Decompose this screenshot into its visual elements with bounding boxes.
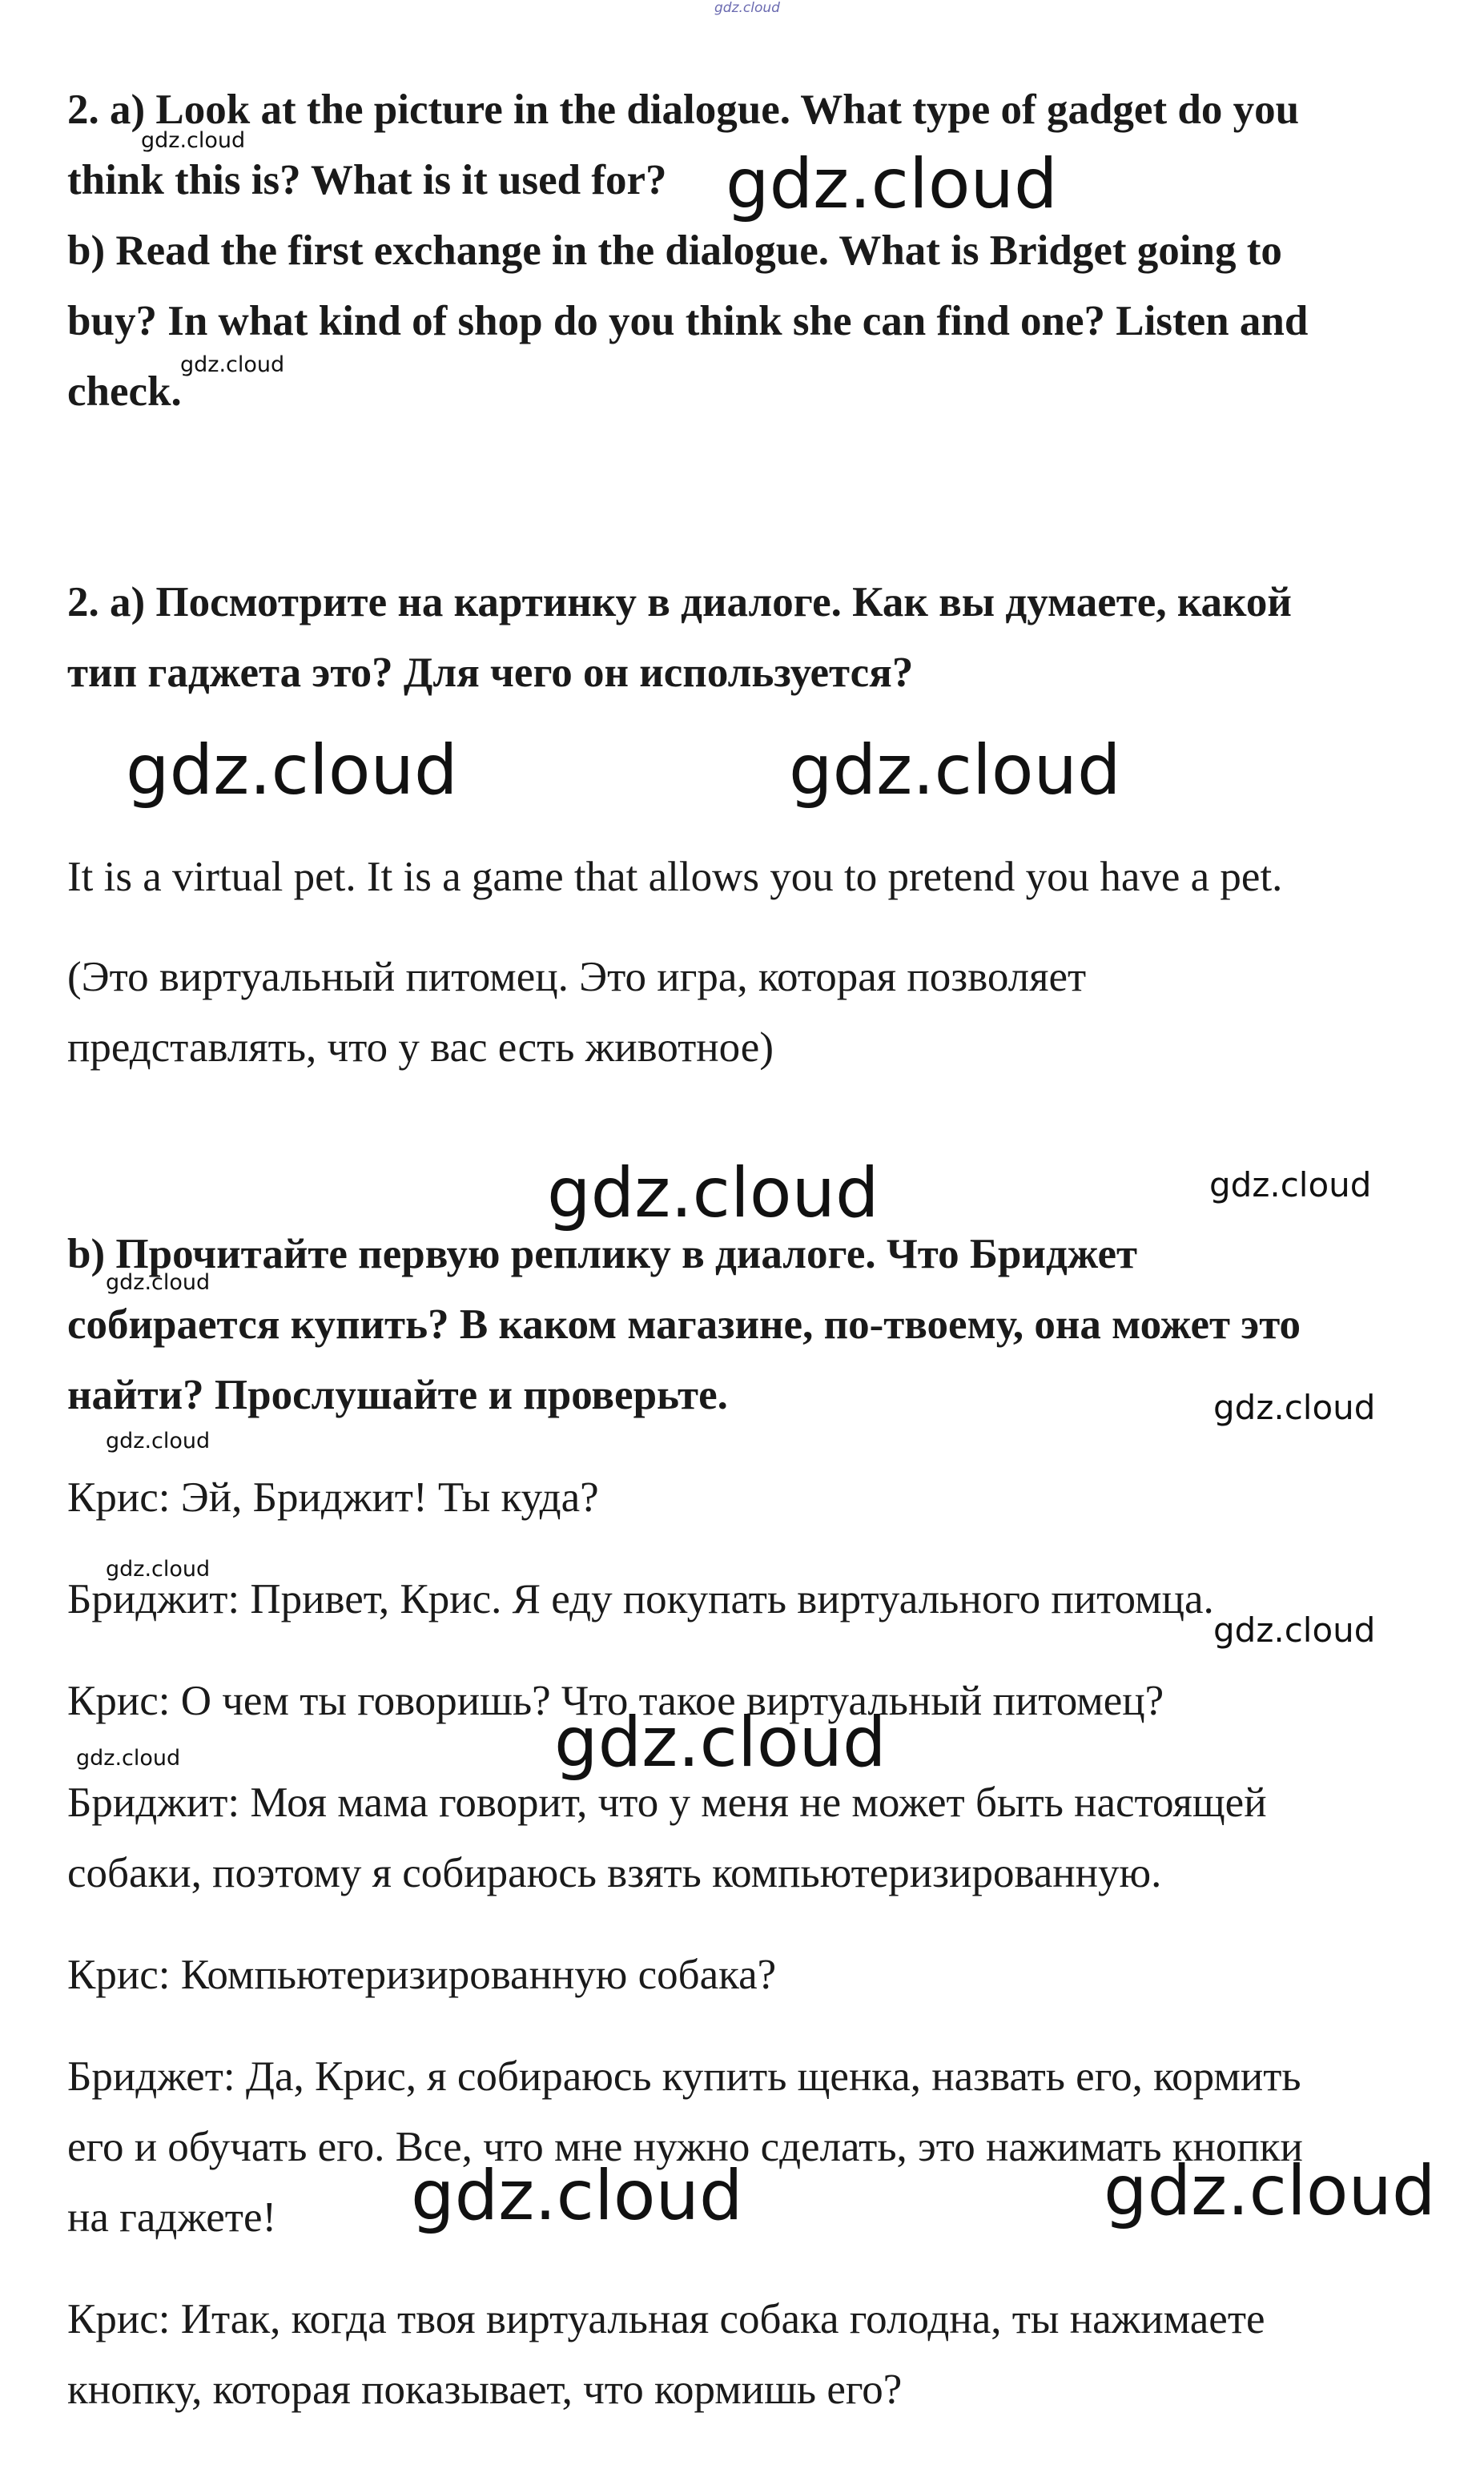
watermark: gdz.cloud [1213, 1388, 1376, 1427]
watermark: gdz.cloud [180, 352, 285, 377]
dialogue-line: на гаджете! [67, 2194, 277, 2241]
dialogue-line: Крис: О чем ты говоришь? Что такое виртуальный питомец? [67, 1678, 1164, 1724]
task-en-line-2: think this is? What is it used for? [67, 157, 667, 203]
watermark: gdz.cloud [714, 0, 780, 16]
watermark: gdz.cloud [554, 1703, 887, 1783]
task-en-line-5: check. [67, 368, 182, 415]
answer-a-en: It is a virtual pet. It is a game that allows you to pretend you have a pet. [67, 854, 1283, 900]
dialogue-line: кнопку, которая показывает, что кормишь его? [67, 2366, 903, 2413]
dialogue-line: Крис: Итак, когда твоя виртуальная собака голодна, ты нажимаете [67, 2296, 1265, 2342]
task-ru-b-line-2: собирается купить? В каком магазине, по-твоему, она может это [67, 1301, 1301, 1348]
dialogue-line: собаки, поэтому я собираюсь взять компьютеризированную. [67, 1850, 1162, 1896]
watermark: gdz.cloud [547, 1153, 879, 1233]
task-ru-a-line-1: 2. а) Посмотрите на картинку в диалоге. Как вы думаете, какой [67, 579, 1292, 625]
answer-a-ru-line-1: (Это виртуальный питомец. Это игра, которая позволяет [67, 954, 1087, 1000]
task-ru-a-line-2: тип гаджета это? Для чего он используется? [67, 649, 914, 696]
watermark: gdz.cloud [126, 730, 458, 810]
dialogue-line: Крис: Эй, Бриджит! Ты куда? [67, 1474, 599, 1521]
watermark: gdz.cloud [411, 2156, 743, 2236]
watermark: gdz.cloud [106, 1557, 211, 1582]
watermark: gdz.cloud [1209, 1165, 1372, 1204]
watermark: gdz.cloud [1213, 1610, 1376, 1650]
dialogue-line: Бриджит: Привет, Крис. Я еду покупать виртуального питомца. [67, 1576, 1214, 1622]
watermark: gdz.cloud [141, 128, 246, 153]
task-en-line-4: buy? In what kind of shop do you think she can find one? Listen and [67, 298, 1309, 344]
watermark: gdz.cloud [1104, 2151, 1436, 2231]
dialogue-line: его и обучать его. Все, что мне нужно сделать, это нажимать кнопки [67, 2124, 1303, 2170]
task-en-line-3: b) Read the first exchange in the dialogue. What is Bridget going to [67, 227, 1282, 274]
watermark: gdz.cloud [106, 1270, 211, 1295]
watermark: gdz.cloud [726, 144, 1058, 224]
dialogue-line: Крис: Компьютеризированную собака? [67, 1952, 777, 1998]
dialogue-line: Бриджит: Моя мама говорит, что у меня не может быть настоящей [67, 1779, 1267, 1826]
watermark: gdz.cloud [76, 1746, 181, 1771]
task-en-line-1: 2. a) Look at the picture in the dialogue. What type of gadget do you [67, 86, 1300, 133]
dialogue-line: Бриджет: Да, Крис, я собираюсь купить щенка, назвать его, кормить [67, 2053, 1301, 2100]
watermark: gdz.cloud [789, 730, 1121, 810]
answer-a-ru-line-2: представлять, что у вас есть животное) [67, 1024, 774, 1071]
watermark: gdz.cloud [106, 1429, 211, 1454]
task-ru-b-line-3: найти? Прослушайте и проверьте. [67, 1372, 728, 1418]
task-ru-b-line-1: b) Прочитайте первую реплику в диалоге. Что Бриджет [67, 1231, 1138, 1277]
